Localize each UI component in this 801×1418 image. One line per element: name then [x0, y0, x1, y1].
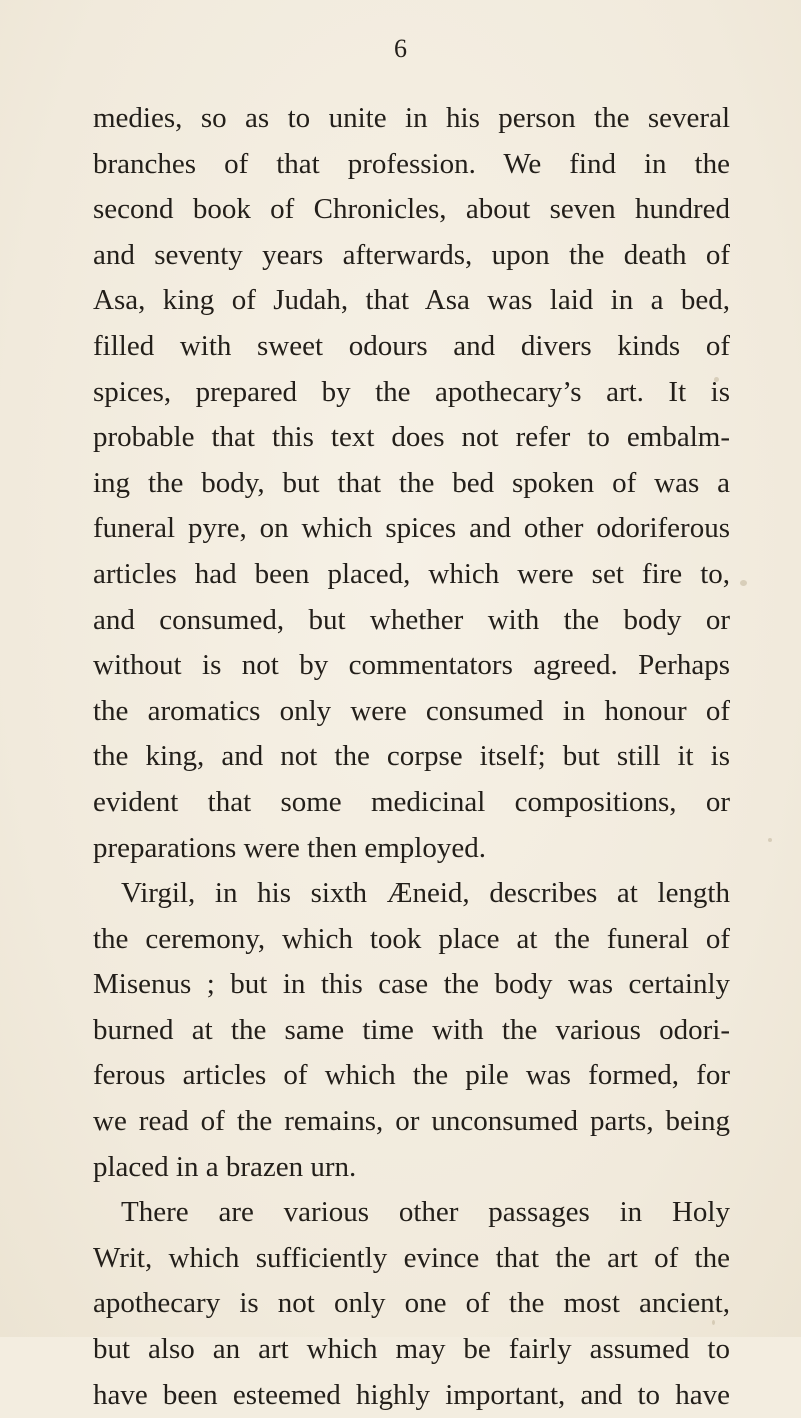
- text-line: preparations were then employed.: [93, 831, 486, 864]
- text-line: and seventy years afterwards, upon the death of: [93, 238, 730, 271]
- paper-speck: [740, 580, 747, 586]
- text-line: spices, prepared by the apothecary’s art. It is: [93, 375, 730, 408]
- paper-speck: [712, 1320, 715, 1325]
- text-line: the ceremony, which took place at the funeral of: [93, 922, 730, 955]
- body-text: [93, 96, 730, 1418]
- text-line: Writ, which sufficiently evince that the art of the: [93, 1241, 730, 1274]
- text-line: ing the body, but that the bed spoken of was a: [93, 466, 730, 499]
- text-line: without is not by commentators agreed. Perhaps: [93, 649, 730, 682]
- text-line: articles had been placed, which were set fire to,: [93, 557, 730, 590]
- text-line: apothecary is not only one of the most ancient,: [93, 1287, 730, 1320]
- text-line: Asa, king of Judah, that Asa was laid in a bed,: [93, 284, 730, 317]
- paper-speck: [714, 377, 719, 382]
- text-line: have been esteemed highly important, and to have: [93, 1378, 730, 1411]
- text-line: Misenus ; but in this case the body was certainly: [93, 968, 730, 1001]
- text-line: placed in a brazen urn.: [93, 1150, 357, 1183]
- text-line: and consumed, but whether with the body or: [93, 603, 730, 636]
- page-number: 6: [394, 34, 407, 63]
- text-line: probable that this text does not refer to embalm-: [93, 421, 730, 454]
- text-line: funeral pyre, on which spices and other odoriferous: [93, 512, 730, 545]
- text-line: the aromatics only were consumed in honour of: [93, 694, 730, 727]
- text-line: branches of that profession. We find in the: [93, 147, 730, 180]
- text-line: the king, and not the corpse itself; but still it is: [93, 740, 730, 773]
- text-line: second book of Chronicles, about seven hundred: [93, 193, 730, 226]
- text-line: filled with sweet odours and divers kinds of: [93, 329, 730, 362]
- text-line: we read of the remains, or unconsumed parts, being: [93, 1105, 730, 1138]
- text-line: but also an art which may be fairly assumed to: [93, 1333, 730, 1366]
- text-line: Virgil, in his sixth Æneid, describes at length: [121, 877, 730, 910]
- text-line: burned at the same time with the various odori-: [93, 1013, 730, 1046]
- text-line: evident that some medicinal compositions, or: [93, 785, 730, 818]
- paper-speck: [768, 838, 772, 842]
- text-line: medies, so as to unite in his person the several: [93, 102, 730, 134]
- text-line: There are various other passages in Holy: [121, 1196, 730, 1229]
- text-line: ferous articles of which the pile was formed, for: [93, 1059, 730, 1092]
